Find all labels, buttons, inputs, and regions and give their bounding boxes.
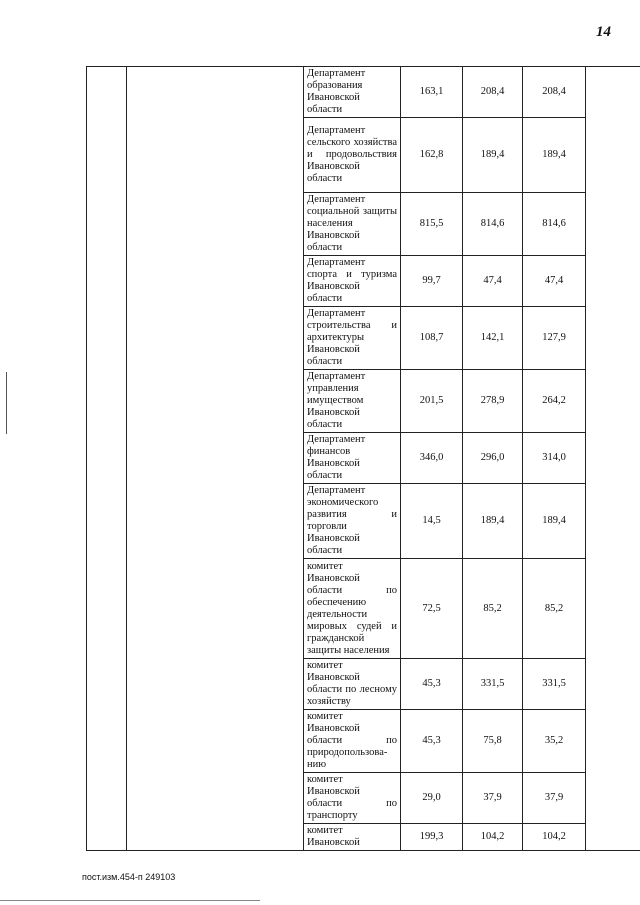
blank-column-right (586, 67, 640, 851)
department-name: Департамент экономического развития и торговли Ивановской области (304, 484, 401, 559)
blank-column-2 (127, 67, 304, 851)
value-col-2: 47,4 (463, 256, 523, 307)
bottom-divider (0, 900, 260, 901)
department-name: комитет Ивановской области по обеспечению деятельности мировых судей и гражданской защиты населения (304, 559, 401, 659)
department-name: Департамент спорта и туризма Ивановской области (304, 256, 401, 307)
value-col-3: 331,5 (523, 659, 586, 710)
department-name: комитет Ивановской области по природопользова-нию (304, 710, 401, 773)
table-row (87, 67, 640, 118)
department-name: комитет Ивановской области по лесному хозяйству (304, 659, 401, 710)
value-col-1: 199,3 (401, 824, 463, 851)
value-col-1: 201,5 (401, 370, 463, 433)
department-name: Департамент управления имуществом Ивановской области (304, 370, 401, 433)
value-col-1: 72,5 (401, 559, 463, 659)
value-col-2: 104,2 (463, 824, 523, 851)
value-col-1: 29,0 (401, 773, 463, 824)
value-col-3: 189,4 (523, 118, 586, 193)
footer-note: пост.изм.454-п 249103 (82, 872, 176, 882)
value-col-2: 37,9 (463, 773, 523, 824)
department-name: Департамент строительства и архитектуры Ивановской области (304, 307, 401, 370)
value-col-3: 35,2 (523, 710, 586, 773)
blank-column-1 (87, 67, 127, 851)
department-name: Департамент финансов Ивановской области (304, 433, 401, 484)
value-col-1: 346,0 (401, 433, 463, 484)
value-col-2: 278,9 (463, 370, 523, 433)
budget-table (86, 66, 640, 851)
value-col-2: 142,1 (463, 307, 523, 370)
value-col-1: 45,3 (401, 659, 463, 710)
value-col-1: 163,1 (401, 67, 463, 118)
value-col-2: 814,6 (463, 193, 523, 256)
value-col-2: 189,4 (463, 118, 523, 193)
value-col-3: 127,9 (523, 307, 586, 370)
value-col-3: 208,4 (523, 67, 586, 118)
department-name: комитет Ивановской (304, 824, 401, 851)
value-col-2: 331,5 (463, 659, 523, 710)
value-col-2: 208,4 (463, 67, 523, 118)
department-name: Департамент социальной защиты населения Ивановской области (304, 193, 401, 256)
department-name: комитет Ивановской области по транспорту (304, 773, 401, 824)
department-name: Департамент образования Ивановской области (304, 67, 401, 118)
value-col-3: 37,9 (523, 773, 586, 824)
value-col-3: 314,0 (523, 433, 586, 484)
value-col-3: 189,4 (523, 484, 586, 559)
value-col-3: 814,6 (523, 193, 586, 256)
value-col-3: 85,2 (523, 559, 586, 659)
value-col-2: 85,2 (463, 559, 523, 659)
value-col-2: 296,0 (463, 433, 523, 484)
value-col-2: 189,4 (463, 484, 523, 559)
value-col-3: 104,2 (523, 824, 586, 851)
value-col-1: 14,5 (401, 484, 463, 559)
value-col-3: 264,2 (523, 370, 586, 433)
department-name: Департамент сельского хозяйства и продовольствия Ивановской области (304, 118, 401, 193)
value-col-1: 45,3 (401, 710, 463, 773)
value-col-2: 75,8 (463, 710, 523, 773)
scan-mark-left (6, 372, 7, 434)
page-number: 14 (596, 24, 611, 40)
value-col-1: 99,7 (401, 256, 463, 307)
value-col-1: 108,7 (401, 307, 463, 370)
value-col-1: 162,8 (401, 118, 463, 193)
value-col-3: 47,4 (523, 256, 586, 307)
value-col-1: 815,5 (401, 193, 463, 256)
